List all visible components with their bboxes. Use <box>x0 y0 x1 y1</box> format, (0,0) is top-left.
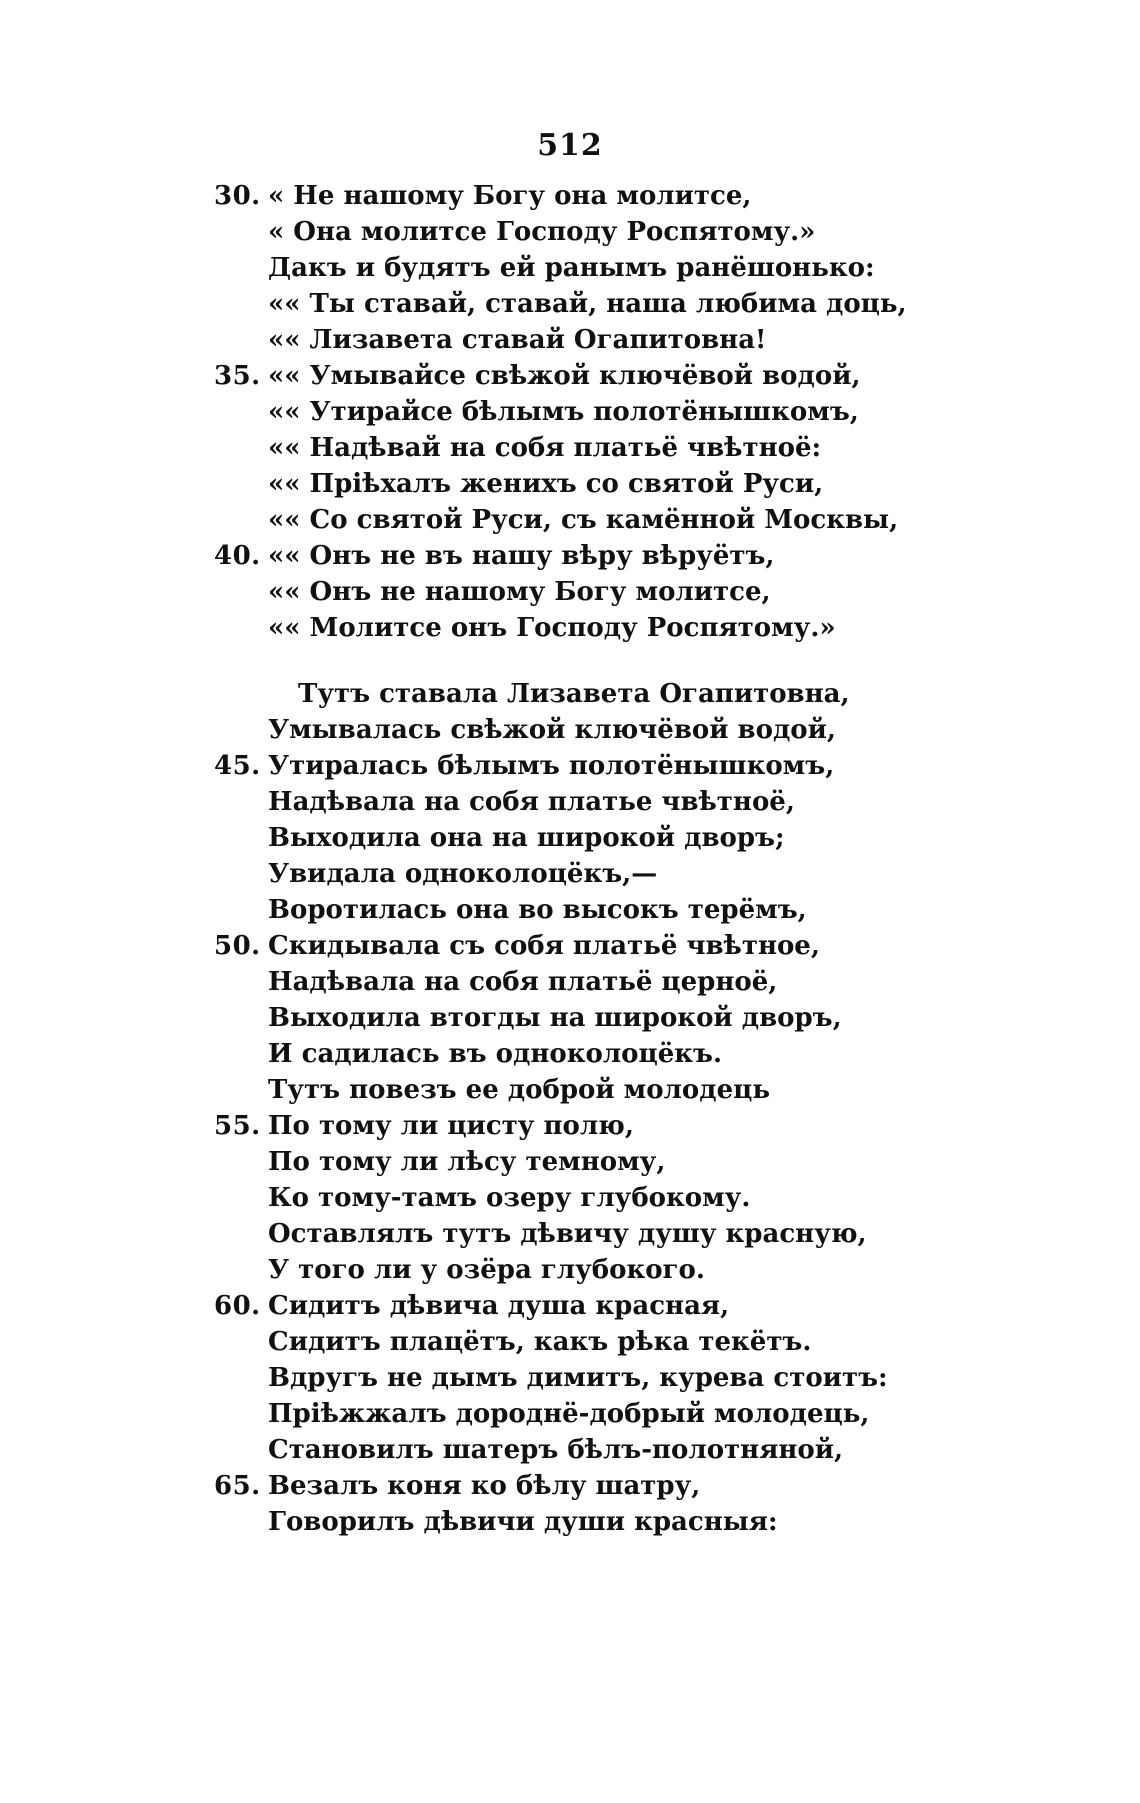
line-text: «« Онъ не въ нашу вѣру вѣруётъ, <box>268 541 775 571</box>
line-text: Вдругъ не дымъ димитъ, курева стоитъ: <box>268 1363 888 1393</box>
line-number: 40. <box>214 541 261 571</box>
line-text: Становилъ шатеръ бѣлъ-полотняной, <box>268 1435 844 1465</box>
verse-line <box>0 1468 1140 1504</box>
verse-line <box>0 676 1140 712</box>
verse-line <box>0 610 1140 646</box>
line-text: Воротилась она во высокъ терёмъ, <box>268 895 807 925</box>
line-text: «« Утирайсе бѣлымъ полотёнышкомъ, <box>268 397 859 427</box>
line-text: Прiѣжжалъ дороднё-добрый молодець, <box>268 1399 870 1429</box>
verse-line <box>0 1000 1140 1036</box>
verse-line <box>0 1396 1140 1432</box>
line-text: Утиралась бѣлымъ полотёнышкомъ, <box>268 751 835 781</box>
verse-line <box>0 574 1140 610</box>
line-number: 60. <box>214 1291 261 1321</box>
page-number: 512 <box>537 128 603 163</box>
verse-line <box>0 1072 1140 1108</box>
verse-line <box>0 1108 1140 1144</box>
line-text: И садилась въ одноколоцёкъ. <box>268 1039 723 1069</box>
verse-line <box>0 430 1140 466</box>
line-number: 65. <box>214 1471 261 1501</box>
line-text: По тому ли цисту полю, <box>268 1111 634 1141</box>
line-text: Говорилъ дѣвичи души красныя: <box>268 1507 778 1537</box>
verse-line <box>0 1360 1140 1396</box>
verse-line <box>0 538 1140 574</box>
line-text: Выходила втогды на широкой дворъ, <box>268 1003 842 1033</box>
line-text: Тутъ ставала Лизавета Огапитовна, <box>298 679 850 709</box>
verse-line <box>0 928 1140 964</box>
line-number: 35. <box>214 361 261 391</box>
line-text: «« Молитсе онъ Господу Роспятому.» <box>268 613 836 643</box>
verse-line <box>0 856 1140 892</box>
verse-line <box>0 748 1140 784</box>
line-text: «« Надѣвай на собя платьё чвѣтноё: <box>268 433 822 463</box>
line-text: Надѣвала на собя платье чвѣтноё, <box>268 787 795 817</box>
line-text: «« Ты ставай, ставай, наша любима доць, <box>268 289 907 319</box>
line-text: Сидитъ дѣвича душа красная, <box>268 1291 730 1321</box>
verse-line <box>0 712 1140 748</box>
stanza-1 <box>0 178 1140 646</box>
line-text: Ко тому-тамъ озеру глубокому. <box>268 1183 751 1213</box>
line-text: « Она молитсе Господу Роспятому.» <box>268 217 816 247</box>
line-text: У того ли у озёра глубокого. <box>268 1255 705 1285</box>
line-text: «« Онъ не нашому Богу молитсе, <box>268 577 771 607</box>
verse-line <box>0 1216 1140 1252</box>
line-text: «« Со святой Руси, съ камённой Москвы, <box>268 505 899 535</box>
line-text: Увидала одноколоцёкъ,— <box>268 859 658 889</box>
verse-line <box>0 1180 1140 1216</box>
line-text: Сидитъ плацётъ, какъ рѣка текётъ. <box>268 1327 812 1357</box>
line-text: « Не нашому Богу она молитсе, <box>268 181 752 211</box>
verse-line <box>0 820 1140 856</box>
verse-line <box>0 358 1140 394</box>
line-text: «« Лизавета ставай Огапитовна! <box>268 325 767 355</box>
verse-line <box>0 892 1140 928</box>
line-number: 30. <box>214 181 261 211</box>
line-text: Скидывала съ собя платьё чвѣтное, <box>268 931 820 961</box>
line-text: Надѣвала на собя платьё церноё, <box>268 967 778 997</box>
line-text: По тому ли лѣсу темному, <box>268 1147 666 1177</box>
line-text: Выходила она на широкой дворъ; <box>268 823 785 853</box>
line-text: «« Умывайсе свѣжой ключёвой водой, <box>268 361 861 391</box>
verse-line <box>0 394 1140 430</box>
verse-line <box>0 1324 1140 1360</box>
verse-line <box>0 1036 1140 1072</box>
verse-line <box>0 784 1140 820</box>
line-text: «« Прiѣхалъ женихъ со святой Руси, <box>268 469 824 499</box>
verse-line <box>0 1432 1140 1468</box>
verse-line <box>0 466 1140 502</box>
verse-line <box>0 1252 1140 1288</box>
line-text: Оставлялъ тутъ дѣвичу душу красную, <box>268 1219 867 1249</box>
verse-line <box>0 286 1140 322</box>
line-number: 45. <box>214 751 261 781</box>
verse-line <box>0 1288 1140 1324</box>
line-number: 50. <box>214 931 261 961</box>
verse-line <box>0 178 1140 214</box>
line-text: Дакъ и будятъ ей ранымъ ранёшонько: <box>268 253 875 283</box>
verse-line <box>0 214 1140 250</box>
line-text: Тутъ повезъ ее доброй молодець <box>268 1075 770 1105</box>
line-number: 55. <box>214 1111 261 1141</box>
verse-line <box>0 502 1140 538</box>
stanza-2 <box>0 676 1140 1540</box>
line-text: Умывалась свѣжой ключёвой водой, <box>268 715 836 745</box>
verse-line <box>0 250 1140 286</box>
verse-line <box>0 964 1140 1000</box>
verse-line <box>0 322 1140 358</box>
line-text: Везалъ коня ко бѣлу шатру, <box>268 1471 701 1501</box>
verse-line <box>0 1144 1140 1180</box>
verse-line <box>0 1504 1140 1540</box>
